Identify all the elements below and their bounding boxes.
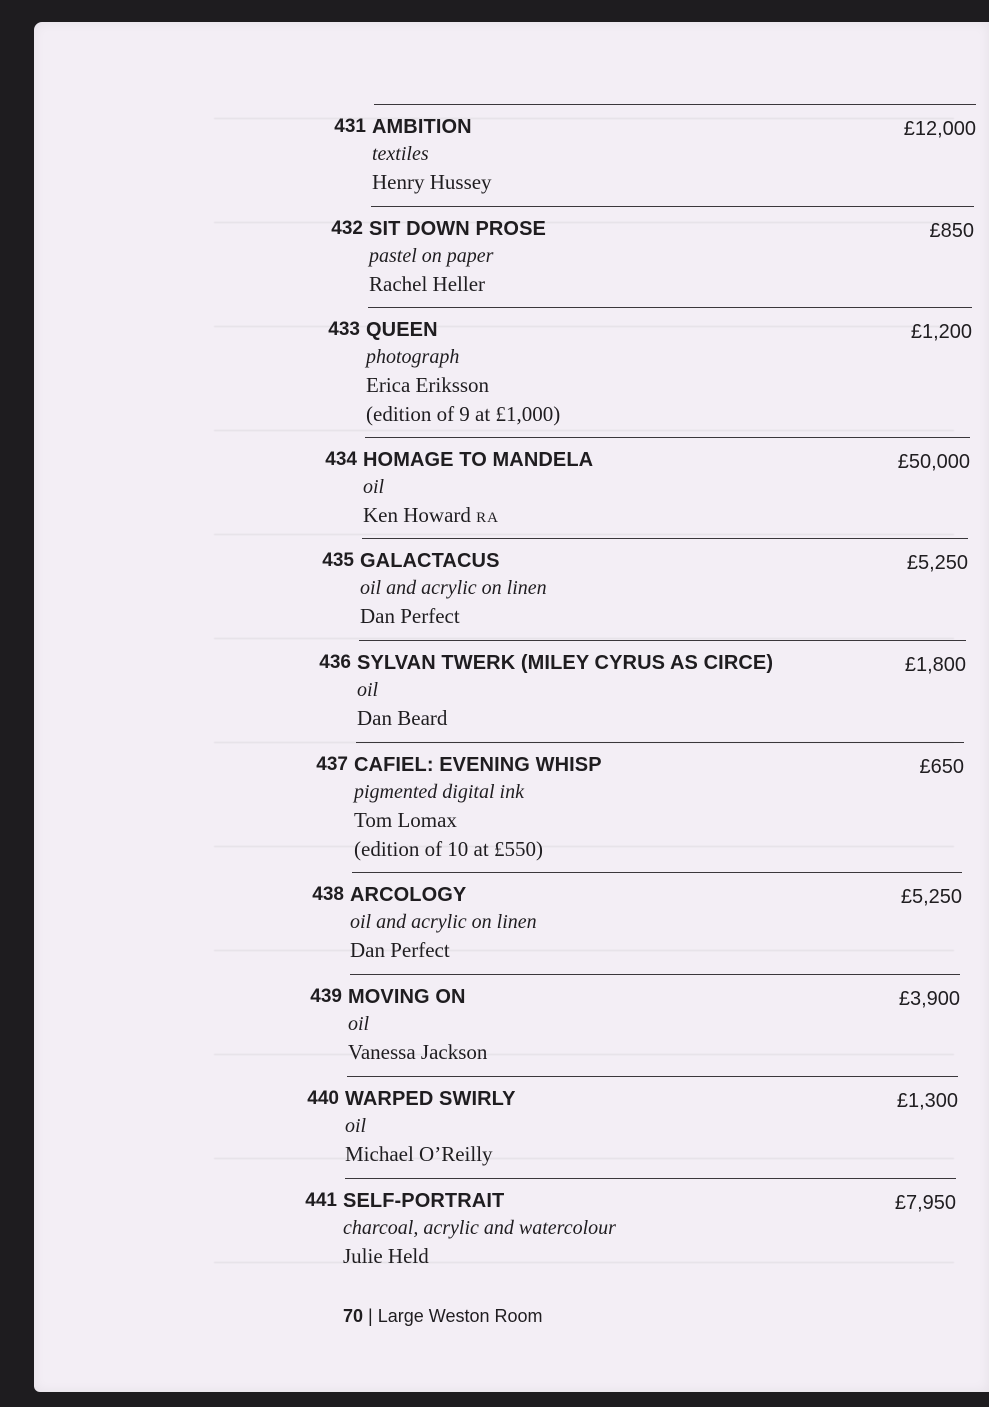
entry-medium: photograph bbox=[366, 346, 460, 368]
entry-price: £50,000 bbox=[897, 451, 970, 473]
entry-artist bbox=[366, 373, 489, 398]
entry-number: 441 bbox=[305, 1190, 337, 1211]
artist-name: Vanessa Jackson bbox=[348, 1040, 488, 1064]
entry-price: £7,950 bbox=[894, 1192, 956, 1214]
entry-price: £3,900 bbox=[898, 988, 960, 1010]
artist-name: Tom Lomax bbox=[354, 808, 457, 832]
artist-name: Julie Held bbox=[343, 1244, 429, 1268]
entry-divider bbox=[359, 640, 966, 641]
room-name: Large Weston Room bbox=[377, 1306, 543, 1326]
entry-artist bbox=[357, 706, 447, 731]
entry-number: 433 bbox=[328, 319, 360, 340]
entry-divider bbox=[368, 307, 972, 308]
entry-medium: pastel on paper bbox=[369, 245, 494, 267]
catalogue-entry bbox=[297, 1178, 956, 1274]
entry-medium: oil bbox=[357, 679, 379, 701]
entry-divider bbox=[345, 1178, 956, 1179]
entry-medium: oil bbox=[363, 476, 385, 498]
entry-divider bbox=[347, 1076, 958, 1077]
entry-price: £650 bbox=[919, 756, 964, 778]
artist-name: Michael O’Reilly bbox=[345, 1142, 493, 1166]
entry-artist bbox=[360, 604, 460, 629]
entry-divider bbox=[371, 206, 974, 207]
footer-separator: | bbox=[368, 1306, 373, 1326]
entry-divider bbox=[352, 872, 962, 873]
entry-number: 440 bbox=[307, 1088, 339, 1109]
entry-title: SELF-PORTRAIT bbox=[343, 1190, 505, 1212]
catalogue-entry bbox=[317, 437, 970, 533]
entry-title: HOMAGE TO MANDELA bbox=[363, 449, 594, 471]
entry-title: GALACTACUS bbox=[360, 550, 500, 572]
entry-price: £1,800 bbox=[904, 654, 966, 676]
artist-name: Dan Perfect bbox=[360, 604, 460, 628]
entry-number: 437 bbox=[316, 754, 348, 775]
page-number: 70 bbox=[343, 1306, 364, 1326]
artist-suffix: RA bbox=[476, 510, 499, 526]
entry-title: QUEEN bbox=[366, 319, 438, 341]
artist-name: Erica Eriksson bbox=[366, 373, 490, 397]
entry-price: £850 bbox=[929, 220, 974, 242]
entry-divider bbox=[374, 104, 976, 105]
artist-name: Dan Perfect bbox=[350, 938, 450, 962]
entry-medium: textiles bbox=[372, 143, 429, 165]
entry-title: ARCOLOGY bbox=[350, 884, 467, 906]
catalogue-entry bbox=[304, 872, 962, 968]
entry-artist bbox=[345, 1142, 493, 1167]
entry-medium: oil bbox=[345, 1115, 367, 1137]
artist-name: Ken Howard bbox=[363, 503, 471, 527]
catalogue-entry bbox=[311, 640, 966, 736]
entry-medium: oil and acrylic on linen bbox=[360, 577, 547, 599]
catalogue-entry bbox=[314, 538, 968, 634]
entry-medium: oil bbox=[348, 1013, 370, 1035]
entry-artist bbox=[348, 1040, 487, 1065]
entry-number: 432 bbox=[331, 218, 363, 239]
entry-artist bbox=[350, 938, 450, 963]
entry-price: £5,250 bbox=[906, 552, 968, 574]
entry-price: £12,000 bbox=[903, 118, 976, 140]
catalogue-entry bbox=[302, 974, 960, 1070]
entry-title: WARPED SWIRLY bbox=[345, 1088, 516, 1110]
show-through-text bbox=[214, 118, 954, 1358]
entry-artist bbox=[369, 272, 485, 297]
entry-medium: charcoal, acrylic and watercolour bbox=[343, 1217, 616, 1239]
entry-artist bbox=[343, 1244, 429, 1269]
catalogue-entry bbox=[308, 742, 964, 861]
artist-name: Henry Hussey bbox=[372, 170, 492, 194]
entry-edition: (edition of 10 at £550) bbox=[354, 837, 543, 861]
catalogue-entry bbox=[326, 104, 976, 200]
entry-medium: oil and acrylic on linen bbox=[350, 911, 537, 933]
entry-price: £5,250 bbox=[900, 886, 962, 908]
entry-title: SYLVAN TWERK (MILEY CYRUS AS CIRCE) bbox=[357, 652, 774, 674]
entry-number: 431 bbox=[334, 116, 366, 137]
entry-number: 436 bbox=[319, 652, 351, 673]
entry-title: AMBITION bbox=[372, 116, 472, 138]
entry-number: 438 bbox=[312, 884, 344, 905]
entry-price: £1,200 bbox=[910, 321, 972, 343]
catalogue-entry bbox=[320, 307, 972, 426]
entry-number: 435 bbox=[322, 550, 354, 571]
entry-medium: pigmented digital ink bbox=[354, 781, 524, 803]
catalogue-entry bbox=[299, 1076, 958, 1172]
entry-title: MOVING ON bbox=[348, 986, 466, 1008]
entry-artist bbox=[363, 503, 499, 528]
artist-name: Rachel Heller bbox=[369, 272, 486, 296]
page-footer bbox=[343, 1306, 543, 1327]
entry-divider bbox=[365, 437, 970, 438]
catalogue-entry bbox=[323, 206, 974, 302]
entry-divider bbox=[356, 742, 964, 743]
entry-artist bbox=[372, 170, 492, 195]
entry-number: 439 bbox=[310, 986, 342, 1007]
entry-edition: (edition of 9 at £1,000) bbox=[366, 402, 561, 426]
entry-divider bbox=[362, 538, 968, 539]
entry-title: SIT DOWN PROSE bbox=[369, 218, 546, 240]
entry-title: CAFIEL: EVENING WHISP bbox=[354, 754, 602, 776]
entry-divider bbox=[350, 974, 960, 975]
entry-artist bbox=[354, 808, 457, 833]
artist-name: Dan Beard bbox=[357, 706, 448, 730]
entry-number: 434 bbox=[325, 449, 357, 470]
entry-price: £1,300 bbox=[896, 1090, 958, 1112]
